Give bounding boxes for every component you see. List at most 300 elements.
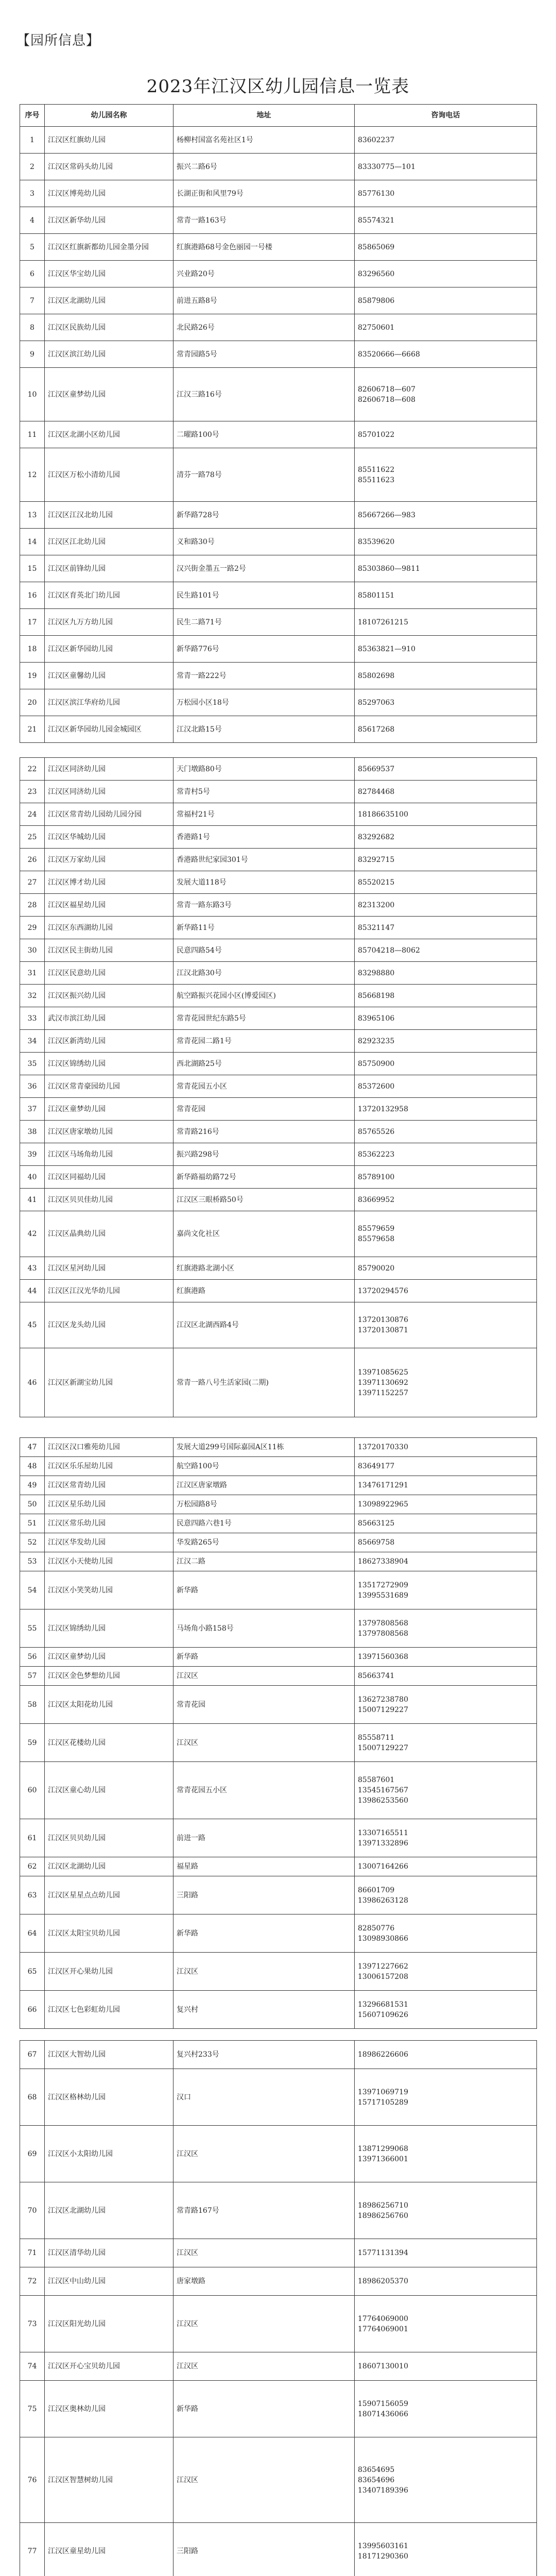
phone-number: 85303860—9811 (355, 555, 537, 582)
phone-number: 85668198 (355, 985, 537, 1007)
address: 兴业路20号 (173, 261, 355, 287)
row-number: 62 (20, 1857, 45, 1876)
kindergarten-name: 江汉区九万方幼儿园 (45, 609, 173, 636)
kindergarten-name: 江汉区育英北门幼儿园 (45, 582, 173, 609)
row-number: 6 (20, 261, 45, 287)
phone-number: 83649177 (355, 1457, 537, 1476)
table-row (20, 1457, 537, 1476)
phone-number: 13296681531 15607109626 (355, 1991, 537, 2029)
address: 航空路振兴花园小区(博爱园区) (173, 985, 355, 1007)
table-row (20, 1302, 537, 1348)
table-row (20, 826, 537, 849)
table-row (20, 1257, 537, 1280)
row-number: 77 (20, 2523, 45, 2576)
table-row (20, 1211, 537, 1257)
address: 西北湖路25号 (173, 1053, 355, 1075)
address: 常青一路东路3号 (173, 894, 355, 917)
phone-number: 17764069000 17764069001 (355, 2296, 537, 2352)
row-number: 30 (20, 939, 45, 962)
phone-number: 82784468 (355, 781, 537, 803)
row-number: 25 (20, 826, 45, 849)
row-number: 27 (20, 871, 45, 894)
row-number: 67 (20, 2041, 45, 2069)
table-row (20, 234, 537, 261)
table-header-row (20, 105, 537, 127)
row-number: 63 (20, 1876, 45, 1914)
table-row (20, 894, 537, 917)
phone-number: 85776130 (355, 180, 537, 207)
kindergarten-name: 江汉区博苑幼儿园 (45, 180, 173, 207)
phone-number: 85511622 85511623 (355, 448, 537, 502)
address: 新华路776号 (173, 636, 355, 663)
address: 常青一路222号 (173, 663, 355, 689)
phone-number: 13720294576 (355, 1280, 537, 1302)
phone-number: 13971560368 (355, 1648, 537, 1667)
table-row (20, 261, 537, 287)
table-row (20, 1762, 537, 1819)
phone-number: 18986205370 (355, 2267, 537, 2296)
kindergarten-name: 江汉区同济幼儿园 (45, 781, 173, 803)
kindergarten-name: 江汉区乐乐屋幼儿园 (45, 1457, 173, 1476)
phone-number: 15771131394 (355, 2239, 537, 2267)
column-header: 幼儿园名称 (45, 105, 173, 127)
address: 民生路101号 (173, 582, 355, 609)
table-row (20, 1189, 537, 1211)
address: 北民路26号 (173, 314, 355, 341)
address: 江汉北路30号 (173, 962, 355, 985)
phone-number: 85750900 (355, 1053, 537, 1075)
address: 常青园路5号 (173, 341, 355, 368)
row-number: 73 (20, 2296, 45, 2352)
address: 新华路 (173, 1571, 355, 1609)
phone-number: 13720130876 13720130871 (355, 1302, 537, 1348)
row-number: 51 (20, 1514, 45, 1533)
table-row (20, 2296, 537, 2352)
table-row (20, 1876, 537, 1914)
table-row (20, 314, 537, 341)
table-row (20, 962, 537, 985)
table-row (20, 2182, 537, 2239)
table-row (20, 1724, 537, 1762)
address: 嘉尚文化社区 (173, 1211, 355, 1257)
kindergarten-name: 江汉区童心幼儿园 (45, 1762, 173, 1819)
address: 江汉二路 (173, 1552, 355, 1571)
table-row (20, 341, 537, 368)
kindergarten-name: 江汉区太阳花幼儿园 (45, 1686, 173, 1724)
table-row (20, 154, 537, 180)
table-row (20, 716, 537, 743)
address: 前进五路8号 (173, 287, 355, 314)
phone-number: 85701022 (355, 421, 537, 448)
address: 长湖正街和风里79号 (173, 180, 355, 207)
phone-number: 85802698 (355, 663, 537, 689)
address: 发展大道299号国际嘉园A区11栋 (173, 1438, 355, 1457)
address: 江汉区 (173, 1667, 355, 1686)
phone-number: 13476171291 (355, 1476, 537, 1495)
phone-number: 85801151 (355, 582, 537, 609)
address: 振兴二路6号 (173, 154, 355, 180)
row-number: 61 (20, 1819, 45, 1857)
row-number: 5 (20, 234, 45, 261)
row-number: 48 (20, 1457, 45, 1476)
kindergarten-table-section (20, 2040, 537, 2576)
address: 福星路 (173, 1857, 355, 1876)
kindergarten-name: 江汉区华城幼儿园 (45, 826, 173, 849)
address: 江汉区 (173, 2126, 355, 2182)
table-row (20, 421, 537, 448)
table-row (20, 1914, 537, 1953)
phone-number: 85790020 (355, 1257, 537, 1280)
table-row (20, 2126, 537, 2182)
table-row (20, 502, 537, 529)
kindergarten-name: 江汉区马场角幼儿园 (45, 1143, 173, 1166)
kindergarten-name: 江汉区常码头幼儿园 (45, 154, 173, 180)
row-number: 71 (20, 2239, 45, 2267)
row-number: 12 (20, 448, 45, 502)
kindergarten-name: 江汉区前锋幼儿园 (45, 555, 173, 582)
phone-number: 18186635100 (355, 803, 537, 826)
kindergarten-name: 江汉区常青幼儿园 (45, 1476, 173, 1495)
table-row (20, 180, 537, 207)
address: 新华路 (173, 2381, 355, 2437)
table-row (20, 939, 537, 962)
kindergarten-name: 江汉区贝贝幼儿园 (45, 1819, 173, 1857)
address: 天门墩路80号 (173, 758, 355, 781)
phone-number: 18986226606 (355, 2041, 537, 2069)
row-number: 75 (20, 2381, 45, 2437)
kindergarten-name: 江汉区星星点点幼儿园 (45, 1876, 173, 1914)
address: 华发路265号 (173, 1533, 355, 1552)
address: 江汉区北湖西路4号 (173, 1302, 355, 1348)
kindergarten-name: 江汉区奥林幼儿园 (45, 2381, 173, 2437)
address: 江汉区唐家墩路 (173, 1476, 355, 1495)
kindergarten-name: 江汉区汉口雅苑幼儿园 (45, 1438, 173, 1457)
phone-number: 83539620 (355, 529, 537, 555)
table-row (20, 1007, 537, 1030)
table-row (20, 803, 537, 826)
row-number: 19 (20, 663, 45, 689)
address: 常青花园 (173, 1098, 355, 1121)
phone-number: 86601709 13986263128 (355, 1876, 537, 1914)
phone-number: 13098922965 (355, 1495, 537, 1514)
row-number: 59 (20, 1724, 45, 1762)
row-number: 37 (20, 1098, 45, 1121)
address: 新华路福幼路72号 (173, 1166, 355, 1189)
table-row (20, 1121, 537, 1143)
phone-number: 83298880 (355, 962, 537, 985)
kindergarten-name: 江汉区北湖幼儿园 (45, 1857, 173, 1876)
address: 复兴村 (173, 1991, 355, 2029)
row-number: 35 (20, 1053, 45, 1075)
row-number: 20 (20, 689, 45, 716)
phone-number: 18627338904 (355, 1552, 537, 1571)
address: 新华路 (173, 1914, 355, 1953)
kindergarten-name: 江汉区阳光幼儿园 (45, 2296, 173, 2352)
row-number: 69 (20, 2126, 45, 2182)
table-row (20, 2239, 537, 2267)
phone-number: 85363821—910 (355, 636, 537, 663)
kindergarten-name: 江汉区新华园幼儿园 (45, 636, 173, 663)
address: 新华路11号 (173, 917, 355, 939)
address: 常福村21号 (173, 803, 355, 826)
kindergarten-name: 江汉区晶典幼儿园 (45, 1211, 173, 1257)
row-number: 43 (20, 1257, 45, 1280)
row-number: 56 (20, 1648, 45, 1667)
table-row (20, 849, 537, 871)
kindergarten-name: 江汉区锦绣幼儿园 (45, 1053, 173, 1075)
row-number: 36 (20, 1075, 45, 1098)
table-row (20, 985, 537, 1007)
address: 义和路30号 (173, 529, 355, 555)
phone-number: 85579659 85579658 (355, 1211, 537, 1257)
row-number: 13 (20, 502, 45, 529)
table-row (20, 917, 537, 939)
kindergarten-name: 江汉区清华幼儿园 (45, 2239, 173, 2267)
phone-number: 85669537 (355, 758, 537, 781)
phone-number: 13971069719 15717105289 (355, 2069, 537, 2126)
phone-number: 13971227662 13006157208 (355, 1953, 537, 1991)
row-number: 7 (20, 287, 45, 314)
phone-number: 13307165511 13971332896 (355, 1819, 537, 1857)
address: 发展大道118号 (173, 871, 355, 894)
row-number: 45 (20, 1302, 45, 1348)
phone-number: 83292682 (355, 826, 537, 849)
phone-number: 13517272909 13995531689 (355, 1571, 537, 1609)
row-number: 2 (20, 154, 45, 180)
phone-number: 85663125 (355, 1514, 537, 1533)
row-number: 50 (20, 1495, 45, 1514)
address: 江汉区 (173, 1953, 355, 1991)
row-number: 74 (20, 2352, 45, 2381)
row-number: 60 (20, 1762, 45, 1819)
phone-number: 18986256710 18986256760 (355, 2182, 537, 2239)
kindergarten-name: 江汉区唐家墩幼儿园 (45, 1121, 173, 1143)
row-number: 8 (20, 314, 45, 341)
phone-number: 15907156059 18071436066 (355, 2381, 537, 2437)
table-row (20, 2267, 537, 2296)
kindergarten-name: 江汉区小笑笑幼儿园 (45, 1571, 173, 1609)
table-row (20, 1053, 537, 1075)
row-number: 3 (20, 180, 45, 207)
kindergarten-name: 江汉区智慧树幼儿园 (45, 2437, 173, 2523)
column-header: 序号 (20, 105, 45, 127)
kindergarten-name: 江汉区同福幼儿园 (45, 1166, 173, 1189)
phone-number: 13720170330 (355, 1438, 537, 1457)
table-row (20, 758, 537, 781)
kindergarten-name: 江汉区江汉北幼儿园 (45, 502, 173, 529)
row-number: 10 (20, 368, 45, 421)
table-row (20, 1552, 537, 1571)
row-number: 55 (20, 1609, 45, 1648)
row-number: 47 (20, 1438, 45, 1457)
table-row (20, 1476, 537, 1495)
phone-number: 85663741 (355, 1667, 537, 1686)
address: 江汉区 (173, 2239, 355, 2267)
address: 常青花园五小区 (173, 1762, 355, 1819)
row-number: 53 (20, 1552, 45, 1571)
table-row (20, 871, 537, 894)
phone-number: 82750601 (355, 314, 537, 341)
row-number: 54 (20, 1571, 45, 1609)
table-row (20, 2523, 537, 2576)
address: 汉口 (173, 2069, 355, 2126)
column-header: 地址 (173, 105, 355, 127)
address: 常青村5号 (173, 781, 355, 803)
table-row (20, 1098, 537, 1121)
phone-number: 85587601 13545167567 13986253560 (355, 1762, 537, 1819)
kindergarten-name: 江汉区福星幼儿园 (45, 894, 173, 917)
kindergarten-name: 江汉区滨江华府幼儿园 (45, 689, 173, 716)
kindergarten-table-section (20, 1437, 537, 2029)
table-row (20, 1143, 537, 1166)
address: 常青花园世纪东路5号 (173, 1007, 355, 1030)
address: 二曜路100号 (173, 421, 355, 448)
row-number: 66 (20, 1991, 45, 2029)
phone-number: 83520666—6668 (355, 341, 537, 368)
kindergarten-name: 江汉区星乐幼儿园 (45, 1495, 173, 1514)
address: 常青路216号 (173, 1121, 355, 1143)
address: 江汉区 (173, 2437, 355, 2523)
table-row (20, 207, 537, 234)
row-number: 23 (20, 781, 45, 803)
kindergarten-name: 江汉区万松小清幼儿园 (45, 448, 173, 502)
kindergarten-name: 江汉区童馨幼儿园 (45, 663, 173, 689)
phone-number: 18107261215 (355, 609, 537, 636)
table-row (20, 582, 537, 609)
kindergarten-name: 江汉区开心果幼儿园 (45, 1953, 173, 1991)
row-number: 76 (20, 2437, 45, 2523)
kindergarten-name: 江汉区华宝幼儿园 (45, 261, 173, 287)
phone-number: 85321147 (355, 917, 537, 939)
phone-number: 85667266—983 (355, 502, 537, 529)
address: 民生二路71号 (173, 609, 355, 636)
kindergarten-name: 江汉区北湖小区幼儿园 (45, 421, 173, 448)
phone-number: 85617268 (355, 716, 537, 743)
kindergarten-name: 江汉区红旗新都幼儿园金墨分园 (45, 234, 173, 261)
kindergarten-name: 江汉区童梦幼儿园 (45, 1648, 173, 1667)
table-row (20, 689, 537, 716)
phone-number: 13007164266 (355, 1857, 537, 1876)
kindergarten-name: 江汉区红旗幼儿园 (45, 127, 173, 154)
kindergarten-name: 江汉区民族幼儿园 (45, 314, 173, 341)
kindergarten-name: 江汉区同济幼儿园 (45, 758, 173, 781)
table-row (20, 127, 537, 154)
address: 江汉北路15号 (173, 716, 355, 743)
row-number: 31 (20, 962, 45, 985)
kindergarten-name: 江汉区北湖幼儿园 (45, 2182, 173, 2239)
phone-number: 83296560 (355, 261, 537, 287)
kindergarten-name: 江汉区童梦幼儿园 (45, 368, 173, 421)
table-row (20, 1348, 537, 1417)
kindergarten-name: 江汉区新湖宝幼儿园 (45, 1348, 173, 1417)
table-row (20, 2381, 537, 2437)
address: 三阳路 (173, 1876, 355, 1914)
kindergarten-name: 江汉区江北幼儿园 (45, 529, 173, 555)
address: 红旗港路北湖小区 (173, 1257, 355, 1280)
table-row (20, 2352, 537, 2381)
kindergarten-name: 江汉区振兴幼儿园 (45, 985, 173, 1007)
address: 振兴路298号 (173, 1143, 355, 1166)
address: 红旗港路68号金色丽园一号楼 (173, 234, 355, 261)
row-number: 49 (20, 1476, 45, 1495)
kindergarten-name: 江汉区北湖幼儿园 (45, 287, 173, 314)
phone-number: 85669758 (355, 1533, 537, 1552)
address: 常青路167号 (173, 2182, 355, 2239)
phone-number: 85865069 (355, 234, 537, 261)
address: 江汉区 (173, 2352, 355, 2381)
kindergarten-name: 江汉区贝贝佳幼儿园 (45, 1189, 173, 1211)
table-row (20, 287, 537, 314)
table-row (20, 368, 537, 421)
row-number: 38 (20, 1121, 45, 1143)
kindergarten-name: 江汉区万家幼儿园 (45, 849, 173, 871)
row-number: 26 (20, 849, 45, 871)
table-row (20, 1609, 537, 1648)
row-number: 11 (20, 421, 45, 448)
table-row (20, 529, 537, 555)
kindergarten-name: 江汉区小太阳幼儿园 (45, 2126, 173, 2182)
kindergarten-name: 江汉区华发幼儿园 (45, 1533, 173, 1552)
address: 万松园小区18号 (173, 689, 355, 716)
kindergarten-name: 江汉区小天使幼儿园 (45, 1552, 173, 1571)
kindergarten-name: 江汉区花楼幼儿园 (45, 1724, 173, 1762)
phone-number: 18607130010 (355, 2352, 537, 2381)
kindergarten-name: 江汉区锦绣幼儿园 (45, 1609, 173, 1648)
table-row (20, 555, 537, 582)
kindergarten-name: 江汉区七色彩虹幼儿园 (45, 1991, 173, 2029)
phone-number: 13995603161 18171290360 (355, 2523, 537, 2576)
table-row (20, 609, 537, 636)
phone-number: 82923235 (355, 1030, 537, 1053)
phone-number: 85362223 (355, 1143, 537, 1166)
kindergarten-name: 江汉区大智幼儿园 (45, 2041, 173, 2069)
kindergarten-name: 江汉区童梦幼儿园 (45, 1098, 173, 1121)
phone-number: 85372600 (355, 1075, 537, 1098)
kindergarten-name: 江汉区新华园幼儿园金城园区 (45, 716, 173, 743)
phone-number: 82313200 (355, 894, 537, 917)
row-number: 65 (20, 1953, 45, 1991)
address: 江汉区三眼桥路50号 (173, 1189, 355, 1211)
table-row (20, 1686, 537, 1724)
address: 江汉区 (173, 1724, 355, 1762)
phone-number: 83965106 (355, 1007, 537, 1030)
phone-number: 85297063 (355, 689, 537, 716)
row-number: 41 (20, 1189, 45, 1211)
address: 航空路100号 (173, 1457, 355, 1476)
address: 前进一路 (173, 1819, 355, 1857)
row-number: 22 (20, 758, 45, 781)
kindergarten-name: 江汉区开心宝贝幼儿园 (45, 2352, 173, 2381)
row-number: 32 (20, 985, 45, 1007)
kindergarten-name: 江汉区新湾幼儿园 (45, 1030, 173, 1053)
phone-number: 85704218—8062 (355, 939, 537, 962)
kindergarten-table-section (20, 104, 537, 743)
address: 红旗港路 (173, 1280, 355, 1302)
kindergarten-name: 江汉区东西湖幼儿园 (45, 917, 173, 939)
phone-number: 85520215 (355, 871, 537, 894)
address: 常青花园二路1号 (173, 1030, 355, 1053)
row-number: 16 (20, 582, 45, 609)
row-number: 1 (20, 127, 45, 154)
kindergarten-name: 江汉区博才幼儿园 (45, 871, 173, 894)
address: 唐家墩路 (173, 2267, 355, 2296)
phone-number: 85789100 (355, 1166, 537, 1189)
kindergarten-name: 江汉区星河幼儿园 (45, 1257, 173, 1280)
table-row (20, 1667, 537, 1686)
address: 民意四路54号 (173, 939, 355, 962)
address: 常青一路163号 (173, 207, 355, 234)
phone-number: 85765526 (355, 1121, 537, 1143)
